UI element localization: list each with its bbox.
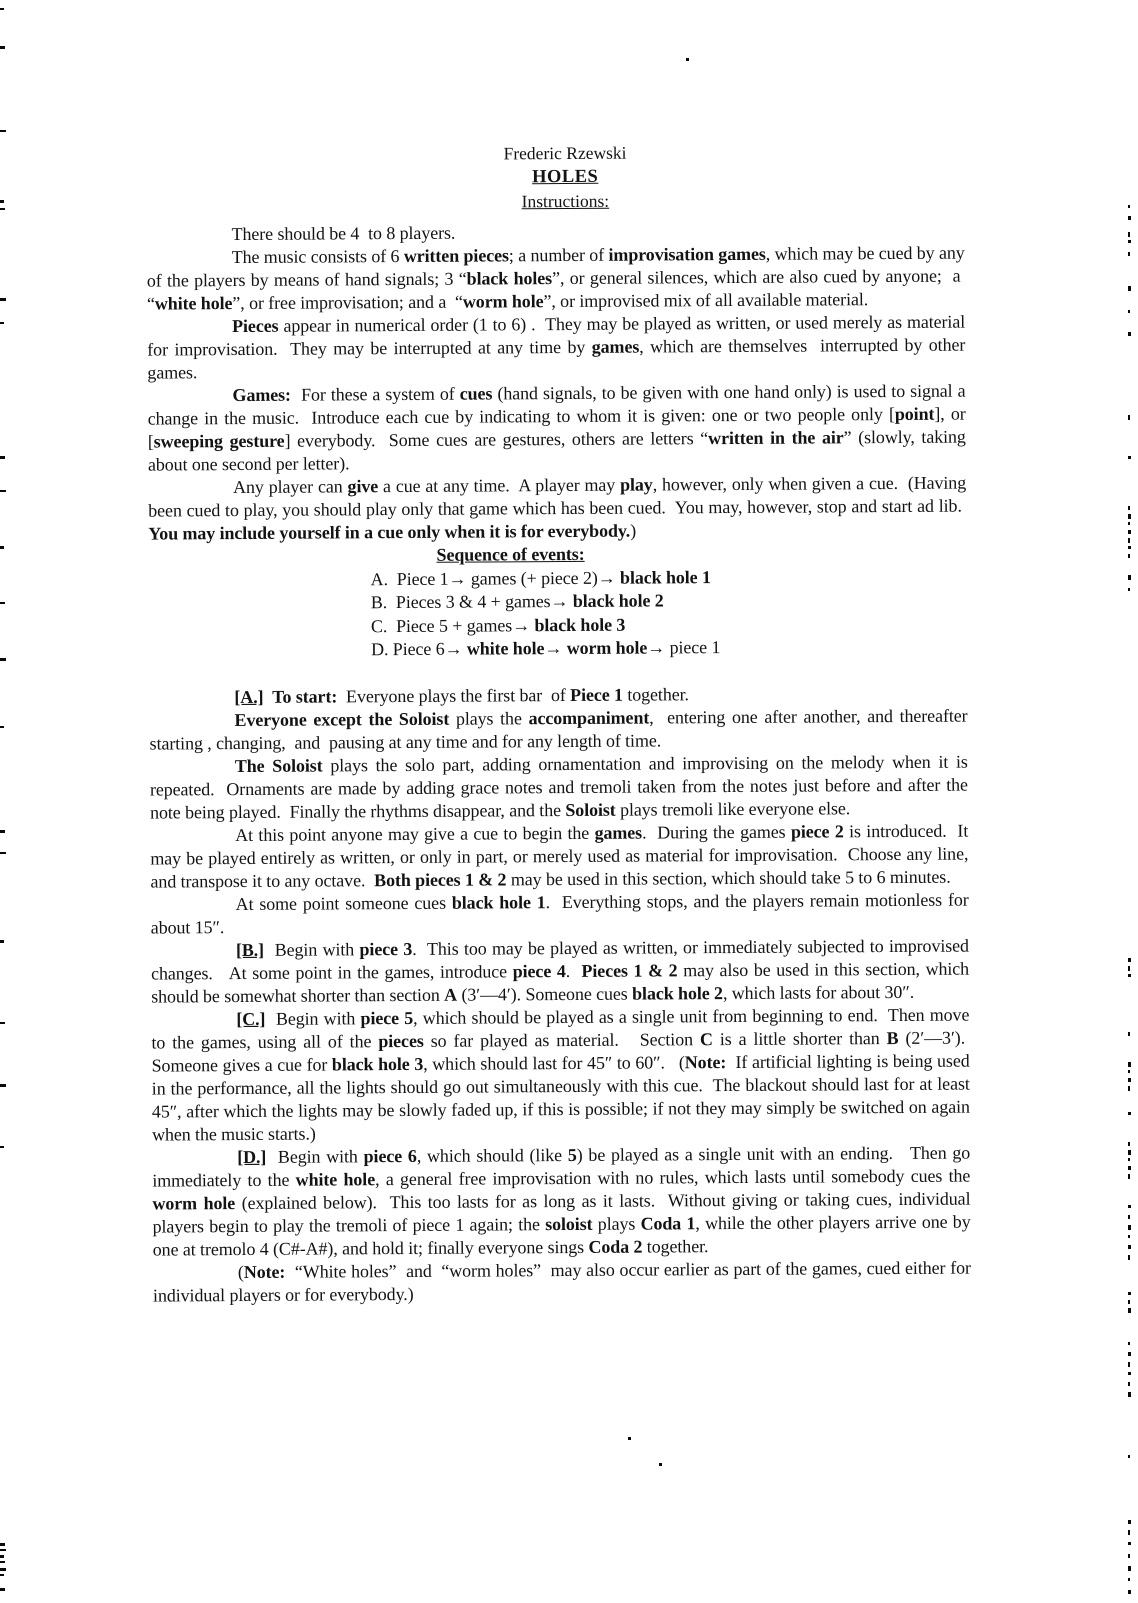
scan-artifact (1128, 974, 1131, 977)
scan-artifact (0, 1588, 5, 1591)
scan-artifact (1128, 1174, 1130, 1179)
scan-artifact (1128, 1078, 1131, 1082)
scan-artifact (1128, 1215, 1130, 1219)
scan-artifact (0, 208, 5, 210)
scan-artifact (1128, 1032, 1130, 1036)
scan-artifact (0, 46, 5, 49)
paragraph: [A.] To start: Everyone plays the first bar of Piece 1 together. (234, 683, 689, 707)
scan-artifact (0, 298, 6, 301)
scan-artifact (1128, 286, 1131, 291)
scan-artifact (0, 200, 4, 203)
paragraph: [B.] Begin with piece 3. This too may be played as written, or immediately subjected to improvised changes. At some point in the games, introduce piece 4. Pieces 1 & 2 may also be used in this section, which should be somewhat shorter than section A (3′—4′). Someone cues black hole 2, which lasts for about 30″. (150, 935, 970, 1007)
intro-paragraphs (146, 219, 966, 546)
scan-artifact (1128, 1530, 1130, 1535)
scan-artifact (1128, 575, 1131, 580)
sequence-list (371, 563, 1138, 662)
scan-artifact (1128, 1455, 1130, 1458)
scan-artifact (1128, 1158, 1130, 1161)
scan-artifact (1128, 1590, 1131, 1594)
paragraph: There should be 4 to 8 players. (231, 222, 456, 245)
paragraph: Pieces appear in numerical order (1 to 6) . They may be played as written, or used merely as material for improvisation. They may be interrupted at any time by games, which are themselves interrupted by other games. (147, 311, 966, 383)
scan-artifact (1128, 1112, 1131, 1115)
scan-artifact (1128, 966, 1130, 971)
scan-artifact (1128, 216, 1131, 220)
scan-artifact (1128, 1300, 1130, 1304)
scan-artifact (1128, 1235, 1130, 1238)
scan-artifact (0, 658, 6, 661)
paragraph: [C.] Begin with piece 5, which should be played as a single unit from beginning to end. Then move to the games, using all of the pieces so far played as material. Section C is a little shorter than B (2′—3′). Someone gives a cue for black hole 3, which should last for 45″ to 60″. (Note: If artificial lighting is being used in the performance, all the lights should go out simultaneously with this cue. The blackout should last for at least 45″, after which the lights may be slowly faded up, if this is possible; if not they may simply be switched on again when the music starts.) (151, 1004, 970, 1145)
paragraph: Everyone except the Soloist plays the accompaniment, entering one after another, and thereafter starting , changing, and pausing at any time and for any length of time. (149, 705, 968, 754)
scan-artifact (1128, 1392, 1131, 1397)
scan-artifact (1128, 1150, 1131, 1155)
scan-artifact (1128, 530, 1131, 534)
scan-artifact (0, 1561, 5, 1563)
page-title: HOLES (532, 166, 599, 188)
scan-artifact (1128, 415, 1130, 420)
paragraph: (Note: “White holes” and “worm holes” may also occur earlier as part of the games, cued either for individual players or for everybody.) (152, 1257, 971, 1306)
scan-artifact (0, 456, 5, 459)
scan-artifact (1128, 252, 1130, 256)
scan-artifact (1128, 514, 1131, 519)
scan-artifact (1128, 1225, 1131, 1230)
sequence-item: D. Piece 6→ white hole→ worm hole→ piece 1 (371, 637, 721, 660)
scan-artifact (1128, 1578, 1130, 1581)
scan-artifact (0, 852, 6, 854)
scan-artifact (1128, 1292, 1131, 1295)
scan-artifact (1128, 232, 1130, 237)
scan-artifact (0, 1084, 6, 1087)
scan-artifact (659, 1463, 662, 1466)
scan-artifact (0, 1022, 5, 1024)
paragraph: Any player can give a cue at any time. A player may play, however, only when given a cue. (Having been cued to play, you should play only that game which has been cued. You may, however, stop and start ad lib. You may include yourself in a cue only when it is for everybody.) (148, 472, 967, 544)
scan-artifact (1128, 332, 1131, 336)
scan-artifact (1128, 588, 1130, 591)
scan-artifact (0, 830, 5, 833)
scan-artifact (1128, 1205, 1131, 1208)
scan-artifact (1128, 205, 1130, 208)
scan-artifact (1128, 1245, 1131, 1249)
scan-artifact (1128, 1086, 1130, 1091)
scan-artifact (1128, 1520, 1131, 1524)
sequence-item: B. Pieces 3 & 4 + games→ black hole 2 (370, 590, 664, 613)
scan-artifact (1128, 546, 1131, 549)
paragraph: The Soloist plays the solo part, adding ornamentation and improvising on the melody when it is repeated. Ornaments are made by adding grace notes and tremoli taken from the notes just before and after the note being played. Finally the rhythms disappear, and the Soloist plays tremoli like everyone else. (149, 751, 968, 823)
scan-artifact (1128, 506, 1130, 510)
scan-artifact (0, 1543, 5, 1546)
scan-artifact (0, 490, 6, 492)
scan-artifact (1128, 1255, 1130, 1260)
scan-artifact (1128, 1142, 1130, 1146)
scan-artifact (0, 1555, 4, 1558)
scan-artifact (0, 602, 5, 604)
author-line: Frederic Rzewski (503, 142, 627, 164)
scan-artifact (1128, 1062, 1131, 1067)
paragraph: The music consists of 6 written pieces; a number of improvisation games, which may be cued by any of the players by means of hand signals; 3 “black holes”, or general silences, which are also cued by anyone; a “white hole”, or free improvisation; and a “worm hole”, or improvised mix of all available material. (146, 242, 965, 314)
scan-artifact (1128, 310, 1130, 313)
scan-artifact (1128, 1554, 1130, 1558)
scan-artifact (1128, 554, 1130, 558)
scan-artifact (1128, 1342, 1130, 1345)
scan-artifact (0, 546, 4, 549)
scan-artifact (1128, 538, 1130, 543)
sequence-of-events (370, 540, 1137, 662)
scan-artifact (628, 1437, 631, 1440)
scan-artifact (0, 1568, 6, 1571)
scan-artifact (1128, 456, 1131, 459)
scan-artifact (1128, 1382, 1130, 1386)
scan-artifact (1128, 240, 1131, 243)
scan-artifact (1128, 1372, 1131, 1375)
scan-artifact (1128, 1362, 1130, 1367)
scan-artifact (0, 130, 6, 132)
scan-artifact (0, 726, 4, 728)
scan-artifact (0, 1549, 6, 1551)
paragraph: [D.] Begin with piece 6, which should (like 5) be played as a single unit with an ending. Then go immediately to the white hole, a general free improvisation with no rules, which lasts until somebody cues the worm hole (explained below). This too lasts for as long as it lasts. Without giving or taking cues, individual players begin to play the tremoli of piece 1 again; the soloist plays Coda 1, while the other players arrive one by one at tremolo 4 (C#-A#), and hold it; finally everyone sings Coda 2 together. (152, 1142, 971, 1260)
section-paragraphs (149, 681, 971, 1307)
scan-artifact (686, 58, 689, 61)
sequence-item: C. Piece 5 + games→ black hole 3 (370, 614, 626, 636)
scan-artifact (1128, 522, 1130, 525)
scan-artifact (0, 8, 4, 10)
paragraph: At this point anyone may give a cue to begin the games. During the games piece 2 is introduced. It may be played entirely as written, or only in part, or merely used as material for improvisation. Choose any line, and transpose it to any octave. Both pieces 1 & 2 may be used in this section, which should take 5 to 6 minutes. (150, 820, 969, 892)
scan-artifact (1128, 1542, 1131, 1545)
page-subtitle: Instructions: (521, 190, 610, 212)
scan-artifact (1128, 1352, 1131, 1356)
scan-artifact (0, 1146, 4, 1148)
scan-artifact (1128, 1070, 1130, 1073)
scan-artifact (0, 940, 4, 943)
document-header (0, 0, 1134, 216)
scan-artifact (0, 1574, 4, 1576)
scan-artifact (1128, 1566, 1131, 1571)
scan-artifact (1128, 958, 1131, 962)
sequence-heading: Sequence of events: (436, 543, 585, 565)
scan-artifact (0, 322, 4, 324)
paragraph: Games: For these a system of cues (hand signals, to be given with one hand only) is used to signal a change in the music. Introduce each cue by indicating to whom it is given: one or two people only [point], or [sweeping gesture] everybody. Some cues are gestures, others are letters “written in the air” (slowly, taking about one second per letter). (147, 380, 966, 475)
sequence-item: A. Piece 1→ games (+ piece 2)→ black hole 1 (370, 566, 711, 589)
paragraph: At some point someone cues black hole 1. Everything stops, and the players remain motionless for about 15″. (150, 889, 969, 938)
scan-artifact (1128, 1166, 1131, 1170)
scan-artifact (1128, 1308, 1131, 1313)
